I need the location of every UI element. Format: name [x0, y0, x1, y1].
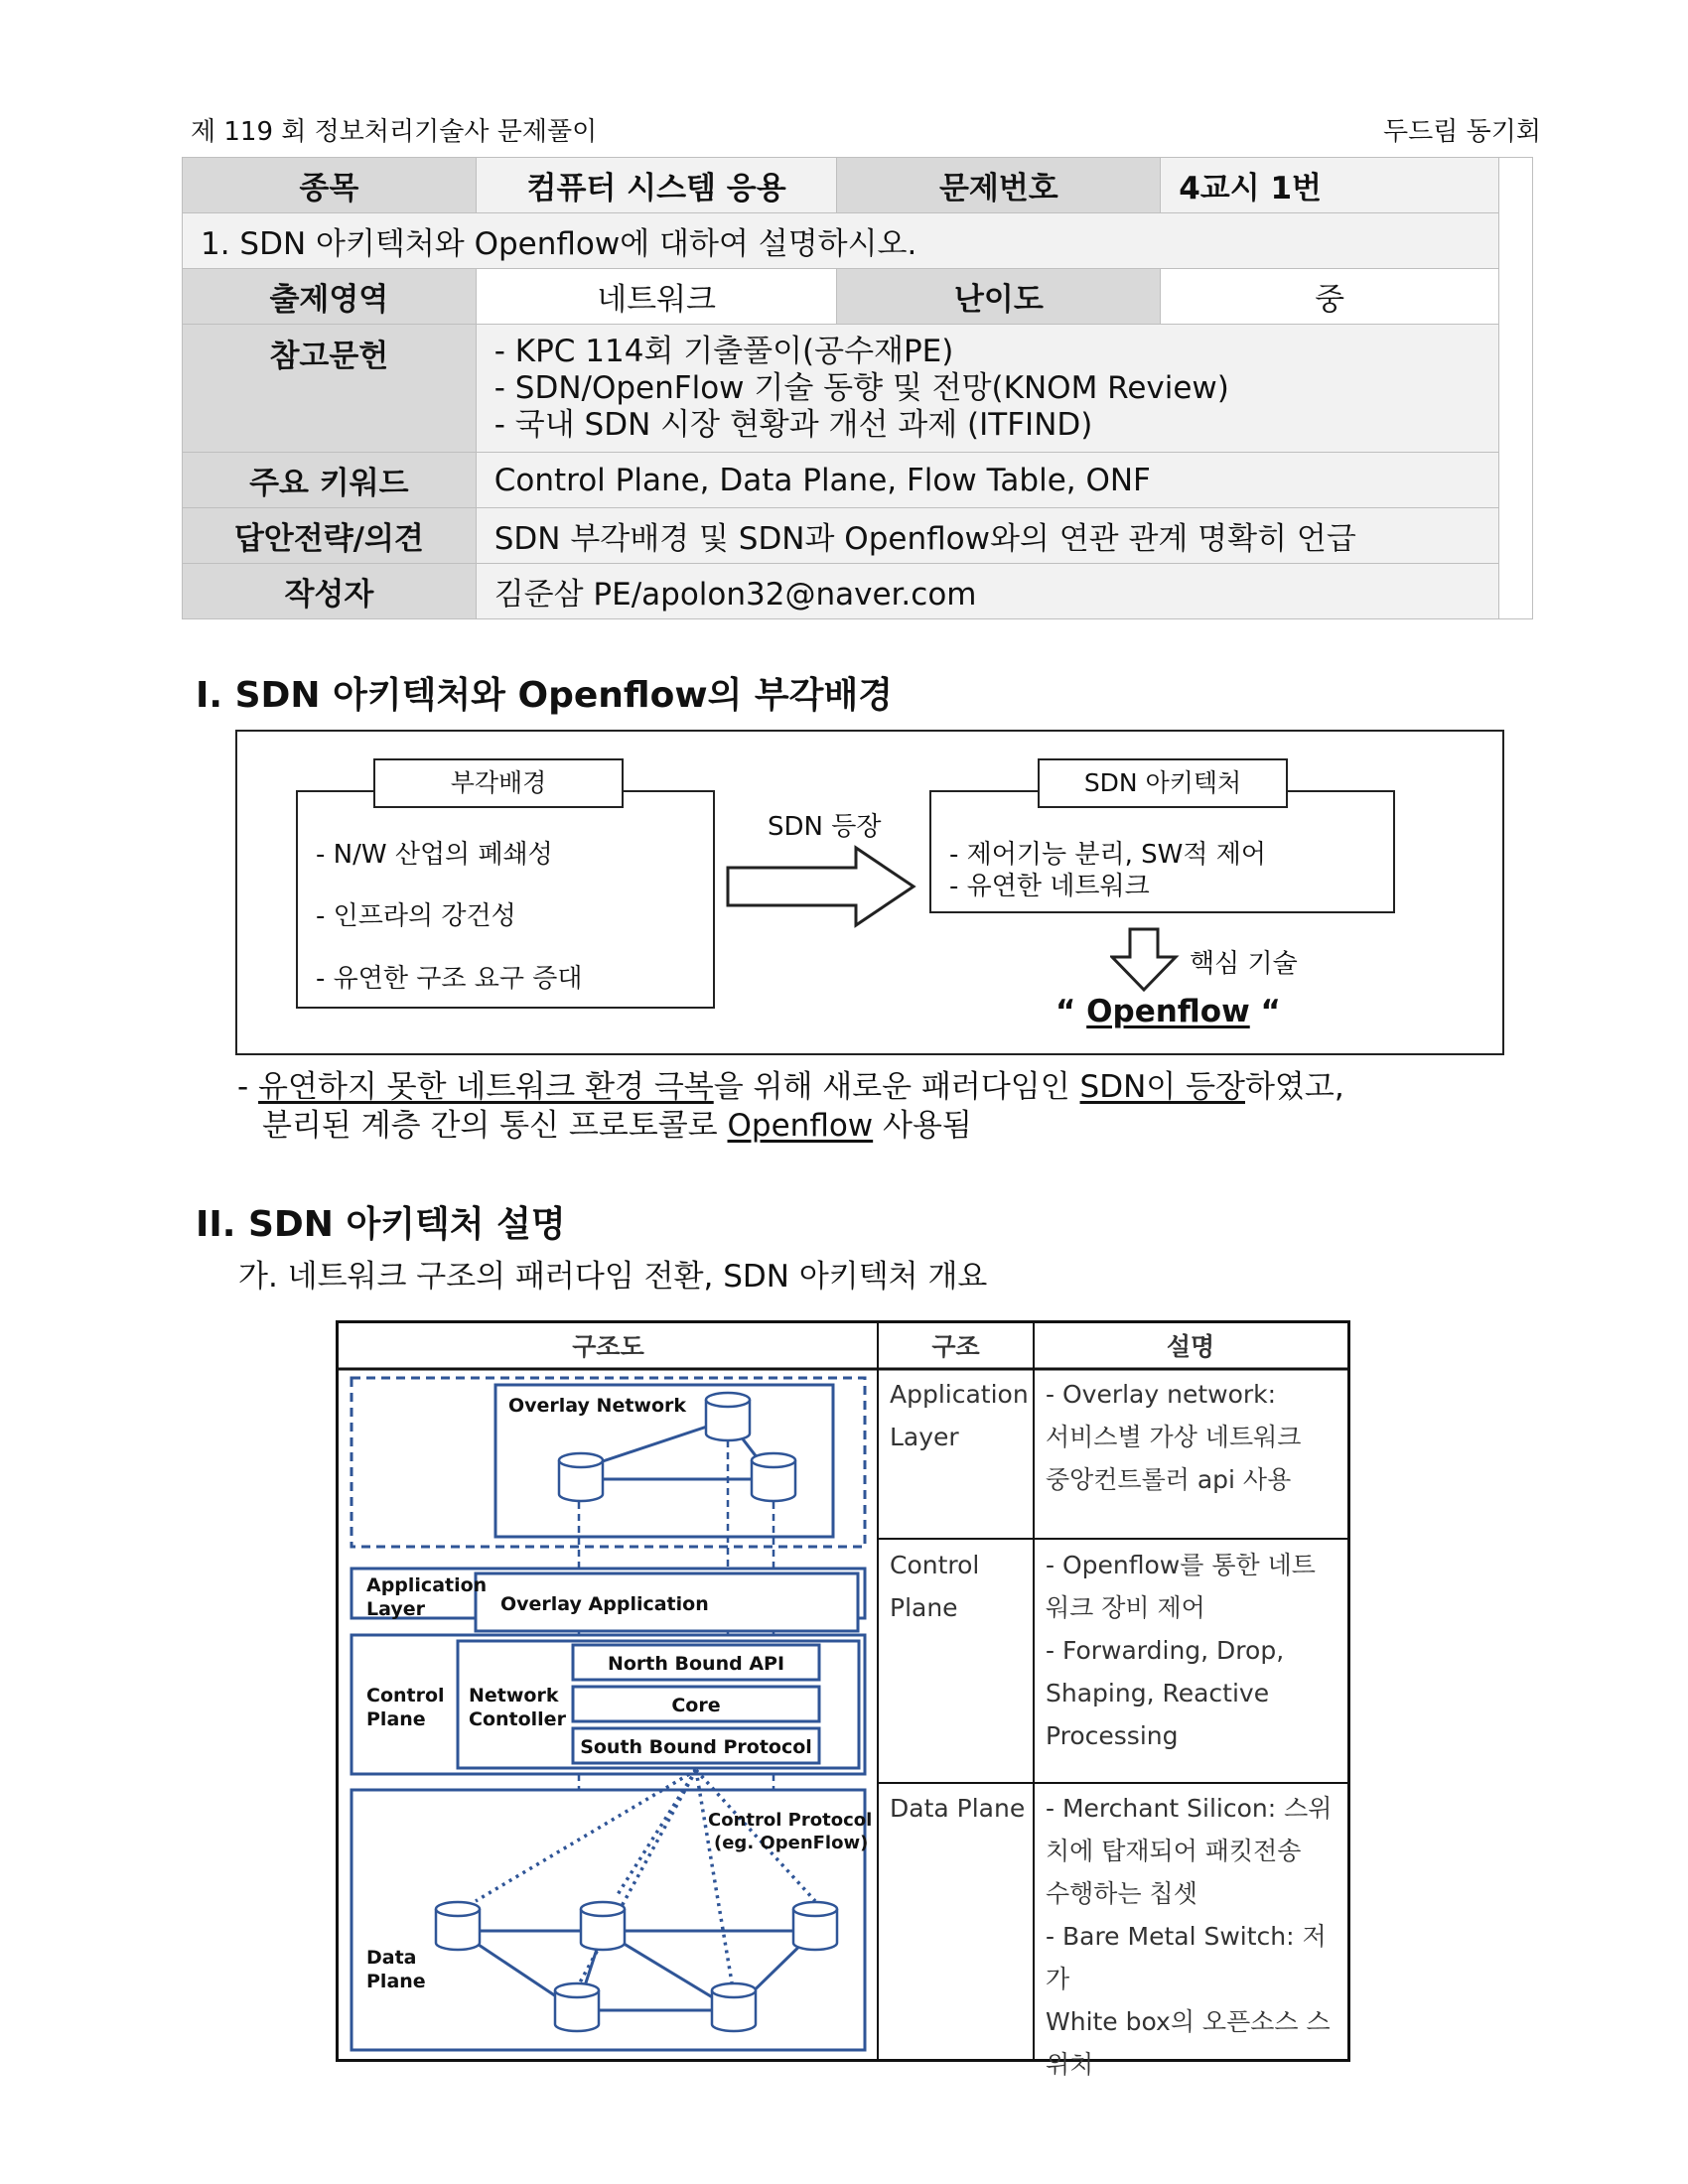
header-title: 제 119 회 정보처리기술사 문제풀이: [191, 117, 598, 147]
layer-application: [890, 1373, 1029, 1458]
ref-item: - 국내 SDN 시장 현황과 개선 과제 (ITFIND): [493, 406, 1093, 443]
desc-data: [1046, 1787, 1347, 2086]
summary-underline-1: 유연하지 못한 네트워크 환경 극복: [258, 1069, 714, 1105]
section2-subtitle: 가. 네트워크 구조의 패러다임 전환, SDN 아키텍처 개요: [238, 1259, 988, 1295]
keywords-label: 주요 키워드: [183, 453, 477, 508]
category-label: 종목: [183, 158, 477, 213]
summary-underline-2: SDN이 등장: [1079, 1069, 1245, 1105]
network-controller-label: Network: [469, 1685, 559, 1706]
section2-title: II. SDN 아키텍처 설명: [196, 1204, 566, 1245]
data-plane-label: Data: [366, 1947, 417, 1969]
database-icon: [712, 1983, 756, 2031]
north-bound-api-label: North Bound API: [607, 1653, 785, 1675]
layer-data: [890, 1787, 1025, 1830]
summary2-end: 사용됨: [873, 1108, 972, 1144]
control-protocol-label: (eg. OpenFlow): [714, 1833, 869, 1853]
desc-line: 수행하는 칩셋: [1046, 1879, 1197, 1908]
qno-value: 4교시 1번: [1161, 158, 1499, 213]
desc-line: 워크 장비 제어: [1046, 1593, 1205, 1622]
question-text: 1. SDN 아키텍처와 Openflow에 대하여 설명하시오.: [183, 213, 1499, 269]
layer-line: Plane: [890, 1593, 958, 1622]
desc-line: - Openflow를 통한 네트: [1046, 1551, 1316, 1579]
app-layer-label: Layer: [366, 1598, 425, 1620]
core-tech-label: 핵심 기술: [1190, 949, 1298, 979]
author-label: 작성자: [183, 564, 477, 619]
desc-line: - Overlay network:: [1046, 1380, 1277, 1409]
core-label: Core: [671, 1695, 721, 1716]
quote-close: “: [1260, 994, 1281, 1029]
summary-end: 하였고,: [1244, 1069, 1344, 1105]
strategy-value: SDN 부각배경 및 SDN과 Openflow와의 연관 관계 명확히 언급: [476, 508, 1498, 564]
sdn-architecture-diagram: [347, 1375, 875, 2056]
desc-line: Shaping, Reactive: [1046, 1679, 1270, 1707]
table-margin-line: [1499, 157, 1533, 619]
layer-line: Layer: [890, 1423, 959, 1451]
app-layer-label: Application: [366, 1574, 488, 1596]
difficulty-value: 중: [1161, 269, 1499, 325]
openflow-label: Openflow: [1086, 994, 1250, 1029]
control-plane-label: Control: [366, 1685, 445, 1706]
database-icon: [581, 1902, 625, 1950]
desc-line: - Forwarding, Drop,: [1046, 1636, 1285, 1665]
ref-item: - KPC 114회 기출풀이(공수재PE): [493, 333, 954, 369]
control-protocol-label: Control Protocol: [708, 1810, 873, 1831]
south-bound-protocol-label: South Bound Protocol: [580, 1736, 812, 1758]
question-info-table: [182, 157, 1499, 619]
area-value: 네트워크: [476, 269, 837, 325]
data-plane-label: Plane: [366, 1971, 426, 1992]
desc-line: - Bare Metal Switch: 저가: [1046, 1922, 1327, 1993]
layer-control: [890, 1544, 979, 1629]
arrow-label: SDN 등장: [768, 812, 882, 842]
desc-line: Processing: [1046, 1721, 1179, 1750]
sdn-item: - 유연한 네트워크: [949, 872, 1150, 901]
control-plane-label: Plane: [366, 1708, 426, 1730]
category-value: 컴퓨터 시스템 응용: [476, 158, 837, 213]
right-arrow-icon: [725, 844, 918, 929]
database-icon: [559, 1453, 603, 1501]
header-group: 두드림 동기회: [1383, 117, 1541, 147]
header-diagram: 구조도: [572, 1332, 644, 1361]
database-icon: [706, 1393, 750, 1440]
summary-mid: 을 위해 새로운 패러다임인: [713, 1069, 1080, 1105]
refs-list: [476, 325, 1498, 453]
background-tag: 부각배경: [373, 758, 624, 808]
layer-line: Application: [890, 1380, 1029, 1409]
desc-line: - Merchant Silicon: 스위: [1046, 1794, 1333, 1823]
architecture-table: [336, 1320, 1350, 2079]
header-structure: 구조: [931, 1332, 980, 1361]
overlay-network-label: Overlay Network: [508, 1395, 687, 1417]
header-description: 설명: [1166, 1332, 1215, 1361]
overlay-application-label: Overlay Application: [500, 1593, 709, 1615]
ref-item: - SDN/OpenFlow 기술 동향 및 전망(KNOM Review): [493, 369, 1229, 406]
desc-control: [1046, 1544, 1316, 1757]
difficulty-label: 난이도: [837, 269, 1161, 325]
summary2-underline: Openflow: [727, 1108, 874, 1144]
area-label: 출제영역: [183, 269, 477, 325]
desc-line: 위치: [1046, 2050, 1094, 2079]
database-icon: [752, 1453, 795, 1501]
desc-application: [1046, 1373, 1301, 1501]
database-icon: [555, 1983, 599, 2031]
strategy-label: 답안전략/의견: [183, 508, 477, 564]
section1-title: I. SDN 아키텍처와 Openflow의 부각배경: [196, 675, 893, 716]
keywords-value: Control Plane, Data Plane, Flow Table, ONF: [476, 453, 1498, 508]
layer-line: Data Plane: [890, 1794, 1026, 1823]
desc-line: White box의 오픈소스 스: [1046, 2007, 1331, 2036]
layer-line: Control: [890, 1551, 980, 1579]
core-tech-value: [1055, 994, 1281, 1029]
database-icon: [436, 1902, 480, 1950]
down-arrow-icon: [1110, 927, 1180, 993]
background-item: - 유연한 구조 요구 증대: [316, 964, 583, 994]
desc-line: 치에 탑재되어 패킷전송: [1046, 1837, 1302, 1865]
refs-label: 참고문헌: [183, 325, 477, 453]
background-item: - N/W 산업의 폐쇄성: [316, 840, 553, 870]
sdn-tag: SDN 아키텍처: [1038, 758, 1288, 808]
background-item: - 인프라의 강건성: [316, 901, 516, 931]
quote-open: “: [1055, 994, 1076, 1029]
summary-dash: -: [237, 1069, 259, 1105]
summary2-start: 분리된 계층 간의 통신 프로토콜로: [262, 1108, 728, 1144]
network-controller-label: Contoller: [469, 1708, 566, 1730]
qno-label: 문제번호: [837, 158, 1161, 213]
sdn-item: - 제어기능 분리, SW적 제어: [949, 840, 1266, 870]
author-value: 김준삼 PE/apolon32@naver.com: [476, 564, 1498, 619]
summary-line-2: [262, 1100, 972, 1145]
desc-line: 중앙컨트롤러 api 사용: [1046, 1465, 1292, 1494]
database-icon: [793, 1902, 837, 1950]
desc-line: 서비스별 가상 네트워크: [1046, 1423, 1302, 1451]
